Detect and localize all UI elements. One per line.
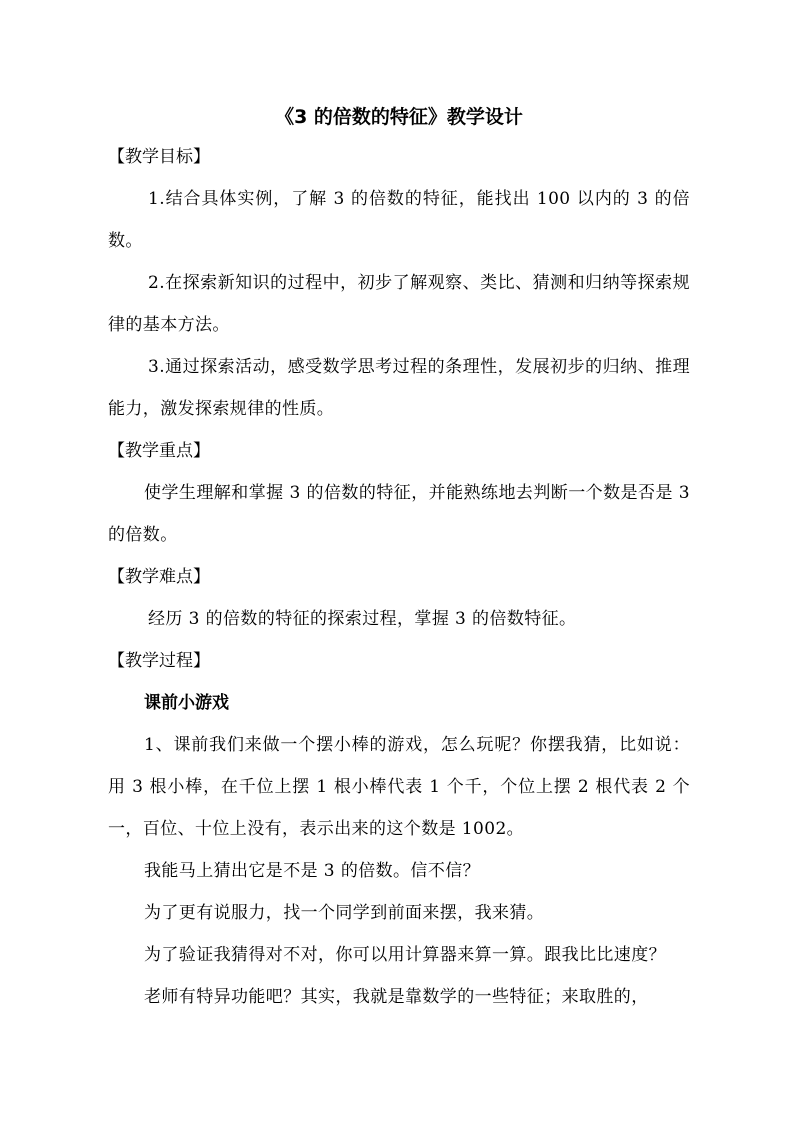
section-teaching-process: [108, 640, 690, 1018]
section-heading-difficulty: 【教学难点】: [108, 567, 210, 587]
section-teaching-goals: [108, 136, 690, 430]
section-heading-focus: 【教学重点】: [108, 441, 210, 461]
goal-paragraph-1: 1.结合具体实例，了解 3 的倍数的特征，能找出 100 以内的 3 的倍数。: [108, 189, 690, 251]
focus-paragraph: 使学生理解和掌握 3 的倍数的特征，并能熟练地去判断一个数是否是 3 的倍数。: [108, 483, 690, 545]
process-paragraph-3: 为了更有说服力，找一个同学到前面来摆，我来猜。: [144, 903, 545, 923]
subheading-warmup-game: 课前小游戏: [144, 693, 229, 713]
document-title: 《3 的倍数的特征》教学设计: [275, 106, 523, 128]
process-paragraph-5: 老师有特异功能吧？其实，我就是靠数学的一些特征；来取胜的，: [144, 987, 649, 1007]
section-heading-process: 【教学过程】: [108, 651, 210, 671]
process-paragraph-2: 我能马上猜出它是不是 3 的倍数。信不信？: [144, 861, 481, 881]
section-heading-goals: 【教学目标】: [108, 147, 210, 167]
document-page: [108, 100, 690, 1018]
section-teaching-difficulty: [108, 556, 690, 640]
goal-paragraph-2: 2.在探索新知识的过程中，初步了解观察、类比、猜测和归纳等探索规律的基本方法。: [108, 273, 690, 335]
process-paragraph-1: 1、课前我们来做一个摆小棒的游戏，怎么玩呢？你摆我猜，比如说：用 3 根小棒，在千位上摆 1 根小棒代表 1 个千，个位上摆 2 根代表 2 个一，百位、十位上没有，表示出来的这个数是 1002。: [108, 735, 690, 839]
section-teaching-focus: [108, 430, 690, 556]
difficulty-paragraph: 经历 3 的倍数的特征的探索过程，掌握 3 的倍数特征。: [148, 609, 577, 629]
goal-paragraph-3: 3.通过探索活动，感受数学思考过程的条理性，发展初步的归纳、推理能力，激发探索规律的性质。: [108, 357, 690, 419]
process-paragraph-4: 为了验证我猜得对不对，你可以用计算器来算一算。跟我比比速度？: [144, 945, 666, 965]
